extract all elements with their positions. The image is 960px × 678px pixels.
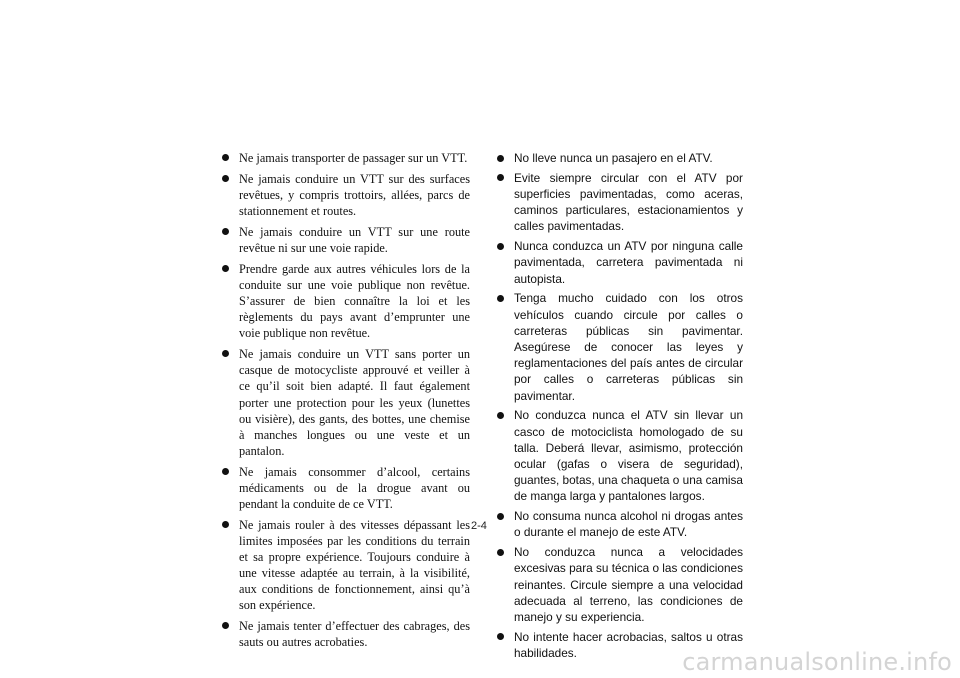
- list-item: [222, 346, 470, 459]
- bullet-icon: [497, 295, 504, 302]
- watermark: carmanualsonline.info: [682, 648, 952, 676]
- list-item-text: Ne jamais consommer d’alcool, certains médicaments ou de la drogue avant ou pendant la conduite de ce VTT.: [239, 464, 470, 511]
- list-item: [222, 171, 470, 219]
- french-safety-list: [222, 150, 470, 655]
- list-item: [497, 238, 743, 287]
- list-item: [222, 261, 470, 341]
- list-item: [222, 150, 470, 166]
- bullet-icon: [497, 243, 504, 250]
- bullet-icon: [222, 468, 229, 475]
- bullet-icon: [497, 549, 504, 556]
- bullet-icon: [222, 154, 229, 161]
- bullet-icon: [222, 228, 229, 235]
- bullet-icon: [222, 175, 229, 182]
- list-item-text: Ne jamais transporter de passager sur un VTT.: [239, 151, 468, 165]
- bullet-icon: [222, 350, 229, 357]
- list-item: [222, 517, 470, 614]
- list-item-text: Ne jamais rouler à des vitesses dépassant les limites imposées par les conditions du terrain et sa propre expérience. Toujours conduire à une vitesse adaptée au terrain, à la visibilité, aux conditions de fonctionnement, ainsi qu’à son expérience.: [239, 517, 470, 613]
- list-item-text: Evite siempre circular con el ATV por superficies pavimentadas, como aceras, caminos particulares, estacionamientos y calles pavimentadas.: [514, 170, 743, 234]
- list-item-text: Prendre garde aux autres véhicules lors de la conduite sur une voie publique non revêtue. S’assurer de bien connaître la loi et les règlements du pays avant d’emprunter une voie publique non revêtue.: [239, 261, 470, 341]
- list-item-text: Ne jamais conduire un VTT sans porter un casque de motocycliste approuvé et veiller à ce qu’il soit bien adapté. Il faut également porter une protection pour les yeux (lunettes ou visière), des gants, des bottes, une chemise à manches longues ou une veste et un pantalon.: [239, 347, 470, 458]
- list-item: [497, 170, 743, 235]
- list-item: [222, 464, 470, 512]
- bullet-icon: [497, 513, 504, 520]
- list-item-text: No conduzca nunca el ATV sin llevar un casco de motociclista homologado de su talla. Deberá llevar, asimismo, protección ocular (gafas o visera de seguridad), guantes, botas, una chaqueta o una camisa de manga larga y pantalones largos.: [514, 408, 743, 504]
- list-item-text: Nunca conduzca un ATV por ninguna calle pavimentada, carretera pavimentada ni autopista.: [514, 239, 743, 286]
- list-item: [497, 544, 743, 625]
- bullet-icon: [222, 622, 229, 629]
- list-item: [497, 150, 743, 166]
- bullet-icon: [222, 521, 229, 528]
- bullet-icon: [497, 633, 504, 640]
- list-item: [497, 290, 743, 403]
- list-item: [222, 224, 470, 256]
- page-number: 2-4: [471, 520, 487, 532]
- bullet-icon: [497, 155, 504, 162]
- list-item-text: Ne jamais conduire un VTT sur une route revêtue ni sur une voie rapide.: [239, 224, 470, 256]
- list-item: [222, 618, 470, 650]
- bullet-icon: [497, 174, 504, 181]
- list-item-text: No consuma nunca alcohol ni drogas antes o durante el manejo de este ATV.: [514, 509, 743, 540]
- list-item-text: Tenga mucho cuidado con los otros vehículos cuando circule por calles o carreteras públicas sin pavimentar. Asegúrese de conocer las leyes y reglamentaciones del país antes de circular por calles o carreteras públicas sin pavimentar.: [514, 291, 743, 403]
- list-item: [497, 407, 743, 504]
- list-item-text: Ne jamais conduire un VTT sur des surfaces revêtues, y compris trottoirs, allées, parcs de stationnement et routes.: [239, 171, 470, 219]
- bullet-icon: [497, 412, 504, 419]
- list-item-text: No intente hacer acrobacias, saltos u otras habilidades.: [514, 629, 743, 661]
- list-item-text: No conduzca nunca a velocidades excesivas para su técnica o las condiciones reinantes. Circule siempre a una velocidad adecuada al terreno, las condiciones de manejo y su experiencia.: [514, 545, 743, 625]
- spanish-safety-list: [497, 150, 743, 665]
- bullet-icon: [222, 265, 229, 272]
- list-item-text: No lleve nunca un pasajero en el ATV.: [514, 151, 713, 165]
- list-item: [497, 508, 743, 540]
- list-item-text: Ne jamais tenter d’effectuer des cabrages, des sauts ou autres acrobaties.: [239, 619, 470, 650]
